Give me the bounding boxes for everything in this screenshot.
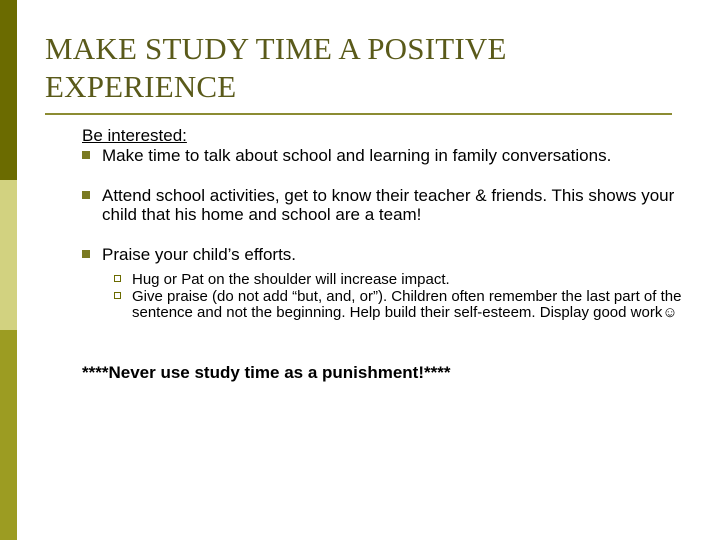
sidebar-segment-middle	[0, 180, 17, 330]
section-heading: Be interested:	[82, 126, 187, 145]
square-bullet-icon	[82, 250, 90, 258]
sidebar-accent	[0, 0, 17, 540]
sub-bullet-item	[82, 289, 692, 321]
bullet-text: Make time to talk about school and learning in family conversations.	[102, 146, 612, 165]
bullet-item	[82, 245, 692, 264]
square-bullet-icon	[82, 151, 90, 159]
hollow-square-bullet-icon	[114, 275, 121, 282]
slide-title: MAKE STUDY TIME A POSITIVE EXPERIENCE	[45, 31, 507, 104]
sub-bullet-text: Give praise (do not add “but, and, or”). Children often remember the last part of the sentence and not the beginning. Help build their self-esteem. Display good work☺	[132, 288, 682, 321]
bullet-item	[82, 146, 692, 165]
slide-content	[82, 123, 692, 382]
bullet-text: Praise your child’s efforts.	[102, 245, 297, 264]
title-divider	[45, 113, 672, 115]
sidebar-segment-top	[0, 0, 17, 180]
sub-bullet-text: Hug or Pat on the shoulder will increase impact.	[132, 271, 450, 288]
warning-text: ****Never use study time as a punishment!****	[82, 363, 451, 382]
square-bullet-icon	[82, 191, 90, 199]
bullet-item	[82, 186, 692, 224]
hollow-square-bullet-icon	[114, 292, 121, 299]
sub-bullet-item	[82, 272, 692, 288]
bullet-text: Attend school activities, get to know their teacher & friends. This shows your child that his home and school are a team!	[102, 186, 675, 224]
sidebar-segment-bottom	[0, 330, 17, 540]
